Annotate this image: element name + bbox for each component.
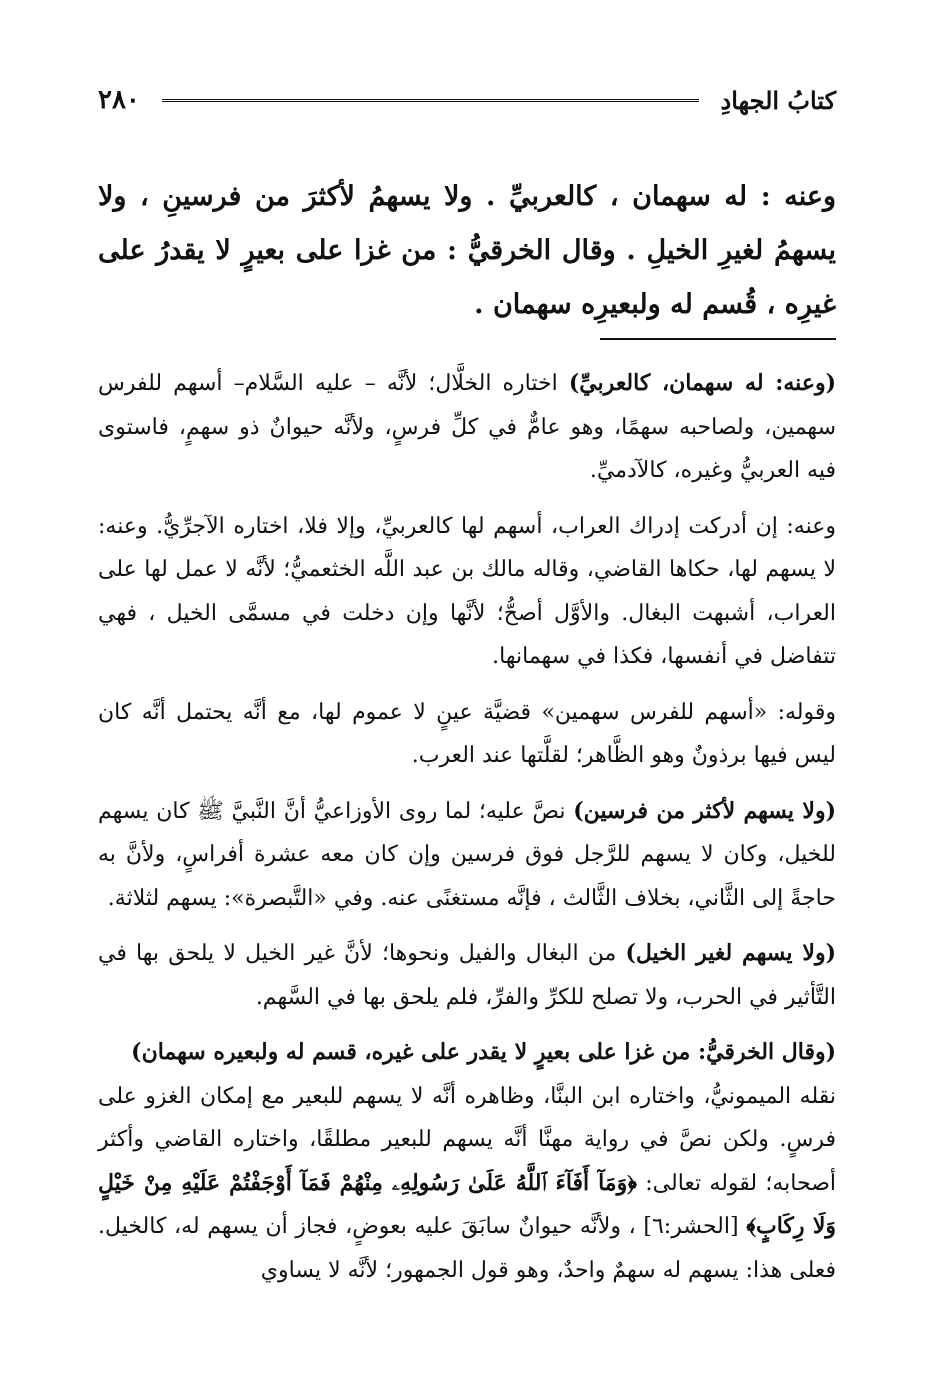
paragraph-text: من البغال والفيل ونحوها؛ لأنَّ غير الخيل لا يلحق بها في التَّأثير في الحرب، ولا تصلح للكرِّ والفرِّ، فلم يلحق بها في السَّهم. <box>98 941 836 1010</box>
commentary-paragraph-3 <box>98 691 836 778</box>
paragraph-text: نقله الميمونيُّ، واختاره ابن البنَّا، وظاهره أنَّه لا يسهم للبعير مع إمكان الغزو على فرسٍ. ولكن نصَّ في رواية مهنَّا أنَّه يسهم للبعير مطلقًا، واختاره القاضي وأكثر أصحابه؛ لقوله تعالى: <box>98 1083 836 1196</box>
commentary-paragraph-5 <box>98 932 836 1019</box>
book-page <box>98 80 836 1304</box>
paragraph-text: اختاره الخلَّال؛ لأنَّه – عليه السَّلام– أسهم للفرس سهمين، ولصاحبه سهمًا، وهو عامٌّ في كلِّ فرسٍ، ولأنَّه حيوانٌ ذو سهمٍ، فاستوى فيه العربيُّ وغيره، كالآدميِّ. <box>98 371 836 483</box>
matn-text: وعنه : له سهمان ، كالعربيِّ . ولا يسهمُ لأكثرَ من فرسينِ ، ولا يسهمُ لغيرِ الخيلِ . وقال الخرقيُّ : من غزا على بعيرٍ لا يقدرُ على غيرِه ، قُسم له ولبعيرِه سهمان . <box>98 181 836 320</box>
lemma-quote: (وعنه: له سهمان، كالعربيِّ) <box>568 370 836 396</box>
page-number: ٢٨٠ <box>98 85 140 115</box>
paragraph-text: وقوله: «أسهم للفرس سهمين» قضيَّة عينٍ لا عموم لها، مع أنَّه يحتمل أنَّه كان ليس فيها برذونٌ وهو الظَّاهر؛ لقلَّتها عند العرب. <box>98 699 836 768</box>
paragraph-text: وعنه: إن أدركت إدراك العراب، أسهم لها كالعربيِّ، وإلا فلا، اختاره الآجرِّيُّ. وعنه: لا يسهم لها، حكاها القاضي، وقاله مالك بن عبد اللَّه الخثعميُّ؛ لأنَّه لا عمل لها على العراب، أشبهت البغال. والأوَّل أصحُّ؛ لأنَّها وإن دخلت في مسمَّى الخيل ، فهي تتفاضل في أنفسها، فكذا في سهمانها. <box>98 513 836 669</box>
lemma-quote: (ولا يسهم لأكثر من فرسين) <box>573 797 836 824</box>
lemma-quote: (ولا يسهم لغير الخيل) <box>625 940 836 966</box>
commentary-paragraph-4 <box>98 790 836 921</box>
commentary-paragraph-2 <box>98 505 836 679</box>
paragraph-text: نصَّ عليه؛ لما روى الأوزاعيُّ أنَّ النَّبيَّ ﷺ كان يسهم للخيل، وكان لا يسهم للرَّجل فوق فرسين وإن كان معه عشرة أفراسٍ، ولأنَّ به حاجةً إلى الثَّاني، بخلاف الثَّالث ، فإنَّه مستغنًى عنه. وفي «التَّبصرة»: يسهم لثلاثة. <box>98 798 836 911</box>
quran-verse: ﴿وَمَآ أَفَآءَ ٱللَّهُ عَلَىٰ رَسُولِهِۦ مِنْهُمْ فَمَآ أَوْجَفْتُمْ عَلَيْهِ مِنْ خَيْلٍ وَلَا رِكَابٍ﴾ <box>98 1169 836 1239</box>
commentary-paragraph-1 <box>98 362 836 493</box>
commentary-paragraph-6 <box>98 1031 836 1292</box>
lemma-quote: (وقال الخرقيُّ: من غزا على بعيرٍ لا يقدر على غيره، قسم له ولبعيره سهمان) <box>131 1039 836 1065</box>
running-header <box>98 80 836 120</box>
matn-separator-rule <box>600 338 836 340</box>
book-title: كتابُ الجهادِ <box>720 85 836 115</box>
header-rule <box>162 99 699 102</box>
paragraph-text-continued: [الحشر:٦] ، ولأنَّه حيوانٌ سابَقَ عليه بعوضٍ، فجاز أن يسهم له، كالخيل. فعلى هذا: يسهم له سهمٌ واحدٌ، وهو قول الجمهور؛ لأنَّه لا يساوي <box>98 1214 836 1283</box>
